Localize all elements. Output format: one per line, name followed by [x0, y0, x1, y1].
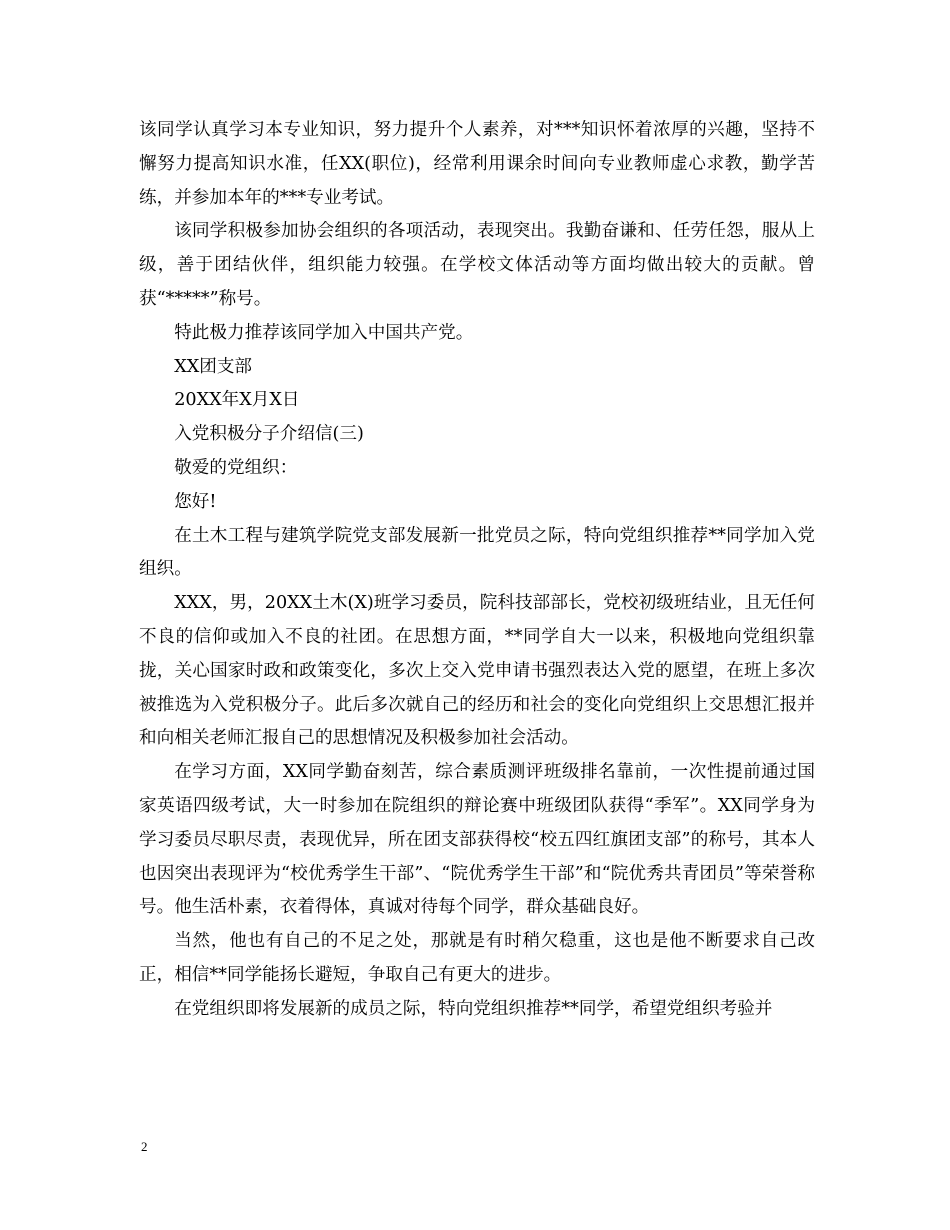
paragraph-study: 该同学认真学习本专业知识，努力提升个人素养，对***知识怀着浓厚的兴趣，坚持不懈努力提高知识水准，任XX(职位)，经常利用课余时间向专业教师虚心求教，勤学苦练，并参加本年的***专业考试。 — [139, 120, 815, 208]
paragraph-academics: 在学习方面，XX同学勤奋刻苦，综合素质测评班级排名靠前，一次性提前通过国家英语四级考试，大一时参加在院组织的辩论赛中班级团队获得“季军”。XX同学身为学习委员尽职尽责，表现优异，所在团支部获得校“校五四红旗团支部”的称号，其本人也因突出表现评为“校优秀学生干部”、“院优秀学生干部”和“院优秀共青团员”等荣誉称号。他生活朴素，衣着得体，真诚对待每个同学，群众基础良好。 — [139, 762, 815, 918]
paragraph-shortcomings: 当然，他也有自己的不足之处，那就是有时稍欠稳重，这也是他不断要求自己改正，相信**同学能扬长避短，争取自己有更大的进步。 — [139, 931, 815, 985]
signature-date: 20XX年X月X日 — [174, 390, 300, 411]
paragraph-activities: 该同学积极参加协会组织的各项活动，表现突出。我勤奋谦和、任劳任怨，服从上级，善于团结伙伴，组织能力较强。在学校文体活动等方面均做出较大的贡献。曾获“*****”称号。 — [139, 221, 815, 309]
signature-branch: XX团支部 — [174, 356, 253, 377]
page-number: 2 — [141, 1139, 148, 1154]
letter-greeting: 您好! — [174, 491, 217, 512]
paragraph-closing: 在党组织即将发展新的成员之际，特向党组织推荐**同学，希望党组织考验并 — [174, 998, 773, 1019]
letter-title: 入党积极分子介绍信(三) — [174, 424, 364, 445]
paragraph-recommendation: 特此极力推荐该同学加入中国共产党。 — [174, 322, 474, 343]
letter-salutation: 敬爱的党组织： — [174, 457, 298, 478]
paragraph-intro: 在土木工程与建筑学院党支部发展新一批党员之际，特向党组织推荐**同学加入党组织。 — [139, 525, 815, 580]
document-body — [139, 114, 815, 1027]
paragraph-thoughts: XXX，男，20XX土木(X)班学习委员，院科技部部长，党校初级班结业，且无任何不良的信仰或加入不良的社团。在思想方面，**同学自大一以来，积极地向党组织靠拢，关心国家时政和政策变化，多次上交入党申请书强烈表达入党的愿望，在班上多次被推选为入党积极分子。此后多次就自己的经历和社会的变化向党组织上交思想汇报并和向相关老师汇报自己的思想情况及积极参加社会活动。 — [139, 593, 815, 749]
